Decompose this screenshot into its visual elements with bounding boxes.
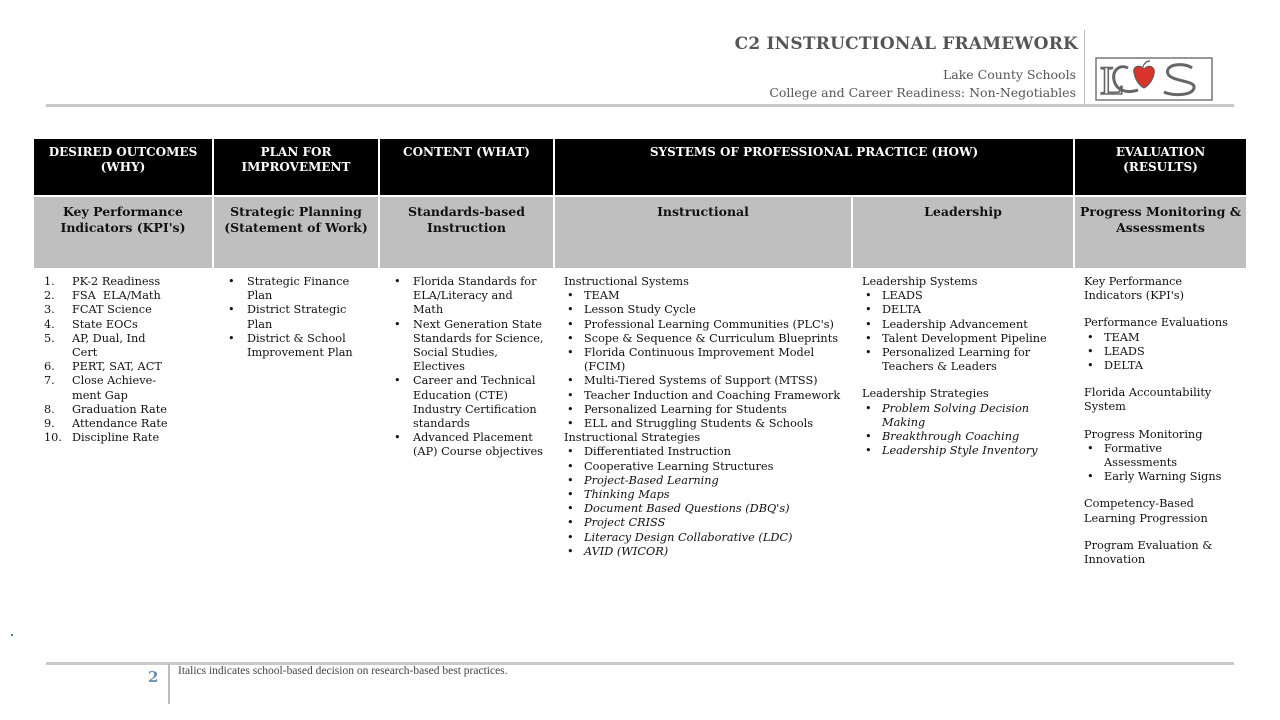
list-item: • Project CRISS (564, 516, 844, 530)
list-item: 4. State EOCs (44, 317, 138, 331)
list-item: • DELTA (862, 303, 1066, 317)
progress-monitoring-list (1084, 442, 1238, 485)
performance-evaluations-list (1084, 331, 1238, 374)
lcs-logo (1094, 56, 1214, 102)
list-item: 7. Close Achieve-ment Gap (44, 374, 157, 402)
list-item: • Formative Assessments (1084, 442, 1238, 470)
list-item: • DELTA (1084, 359, 1238, 373)
list-item: • District & School Improvement Plan (223, 332, 371, 360)
list-item: 9. Attendance Rate (44, 417, 168, 431)
kpi-list (44, 275, 205, 445)
list-item: 3. FCAT Science (44, 303, 152, 317)
subheader-standards: Standards-based Instruction (379, 196, 554, 268)
leadership-strategies-label: Leadership Strategies (862, 387, 989, 401)
list-item: 6. PERT, SAT, ACT (44, 360, 162, 374)
framework-header-row (34, 139, 1246, 196)
instructional-strategies-list (564, 445, 844, 559)
standards-cell (379, 268, 554, 567)
instructional-cell (554, 268, 852, 567)
list-item: • Talent Development Pipeline (862, 332, 1066, 346)
subheader-kpi: Key Performance Indicators (KPI's) (34, 196, 213, 268)
instructional-strategies-label: Instructional Strategies (564, 431, 701, 445)
col-header-evaluation: EVALUATION (RESULTS) (1074, 139, 1246, 196)
list-item: 1. PK-2 Readiness (44, 275, 161, 288)
kpi-cell (34, 268, 213, 567)
list-item: 8. Graduation Rate (44, 402, 167, 416)
col-header-systems: SYSTEMS OF PROFESSIONAL PRACTICE (HOW) (554, 139, 1074, 196)
district-name: Lake County Schools (942, 67, 1076, 82)
instructional-systems-label: Instructional Systems (564, 275, 689, 288)
list-item: • Literacy Design Collaborative (LDC) (564, 531, 844, 545)
header-rule (46, 104, 1234, 107)
list-item: • Problem Solving Decision Making (862, 402, 1066, 430)
subheader-leadership: Leadership (852, 196, 1074, 268)
framework-content-row (34, 268, 1246, 567)
list-item: • Personalized Learning for Students (564, 403, 844, 417)
strategic-planning-cell (213, 268, 379, 567)
page-number: 2 (148, 668, 159, 686)
subheader-instructional: Instructional (554, 196, 852, 268)
list-item: 10. Discipline Rate (44, 431, 160, 445)
list-item: • Lesson Study Cycle (564, 303, 844, 317)
program-evaluation: Program Evaluation & Innovation (1084, 538, 1213, 567)
list-item: 2. FSA ELA/Math (44, 289, 161, 303)
col-header-desired-outcomes: DESIRED OUTCOMES (WHY) (34, 139, 213, 196)
leadership-cell (852, 268, 1074, 567)
strategic-planning-list (223, 275, 371, 360)
header-divider (1084, 30, 1085, 105)
list-item: • Teacher Induction and Coaching Framework (564, 389, 844, 403)
list-item: • Leadership Style Inventory (862, 444, 1066, 458)
list-item: • LEADS (862, 289, 1066, 303)
list-item: • Strategic Finance Plan (223, 275, 371, 303)
subheader-strategic-planning: Strategic Planning (Statement of Work) (213, 196, 379, 268)
list-item: • Project-Based Learning (564, 474, 844, 488)
footer-divider (168, 664, 170, 704)
list-item: • TEAM (564, 289, 844, 303)
col-header-plan: PLAN FOR IMPROVEMENT (213, 139, 379, 196)
competency-based-learning: Competency-Based Learning Progression (1084, 497, 1208, 525)
list-item: • TEAM (1084, 331, 1238, 345)
list-item: • AVID (WICOR) (564, 545, 844, 559)
evaluation-cell (1074, 268, 1246, 567)
standards-list (389, 275, 546, 460)
list-item: • Cooperative Learning Structures (564, 460, 844, 474)
evaluation-kpi: Key Performance Indicators (KPI's) (1084, 275, 1185, 303)
leadership-systems-list (862, 289, 1066, 374)
framework-table (34, 139, 1246, 567)
list-item: • District Strategic Plan (223, 303, 371, 331)
framework-subheader-row (34, 196, 1246, 268)
accountability-system: Florida Accountability System (1084, 386, 1212, 414)
list-item: • Breakthrough Coaching (862, 430, 1066, 444)
subheader-progress-monitoring: Progress Monitoring & Assessments (1074, 196, 1246, 268)
col-header-content: CONTENT (WHAT) (379, 139, 554, 196)
list-item: • Differentiated Instruction (564, 445, 844, 459)
list-item: • Multi-Tiered Systems of Support (MTSS) (564, 374, 844, 388)
svg-text:L: L (1100, 58, 1123, 102)
list-item: • Professional Learning Communities (PLC's) (564, 318, 844, 332)
instructional-systems-list (564, 289, 844, 431)
list-item: • Document Based Questions (DBQ's) (564, 502, 844, 516)
progress-monitoring-label: Progress Monitoring (1084, 427, 1203, 441)
list-item: • Advanced Placement (AP) Course objectives (389, 431, 546, 459)
list-item: 5. AP, Dual, Ind Cert (44, 331, 146, 360)
list-item: • Leadership Advancement (862, 318, 1066, 332)
list-item: • Florida Standards for ELA/Literacy and Math (389, 275, 546, 318)
list-item: • Career and Technical Education (CTE) Industry Certification standards (389, 374, 546, 431)
list-item: • Scope & Sequence & Curriculum Blueprints (564, 332, 844, 346)
footer-note: Italics indicates school-based decision on research-based best practices. (178, 665, 508, 677)
list-item: • LEADS (1084, 345, 1238, 359)
stray-mark (11, 634, 13, 636)
list-item: • Next Generation State Standards for Science, Social Studies, Electives (389, 318, 546, 375)
list-item: • ELL and Struggling Students & Schools (564, 417, 844, 431)
document-title: C2 INSTRUCTIONAL FRAMEWORK (734, 34, 1078, 54)
list-item: • Early Warning Signs (1084, 470, 1238, 484)
leadership-strategies-list (862, 402, 1066, 459)
list-item: • Personalized Learning for Teachers & Leaders (862, 346, 1066, 374)
list-item: • Thinking Maps (564, 488, 844, 502)
performance-evaluations-label: Performance Evaluations (1084, 316, 1228, 330)
list-item: • Florida Continuous Improvement Model (FCIM) (564, 346, 844, 374)
leadership-systems-label: Leadership Systems (862, 275, 978, 288)
document-subtitle: College and Career Readiness: Non-Negotiables (769, 85, 1076, 100)
